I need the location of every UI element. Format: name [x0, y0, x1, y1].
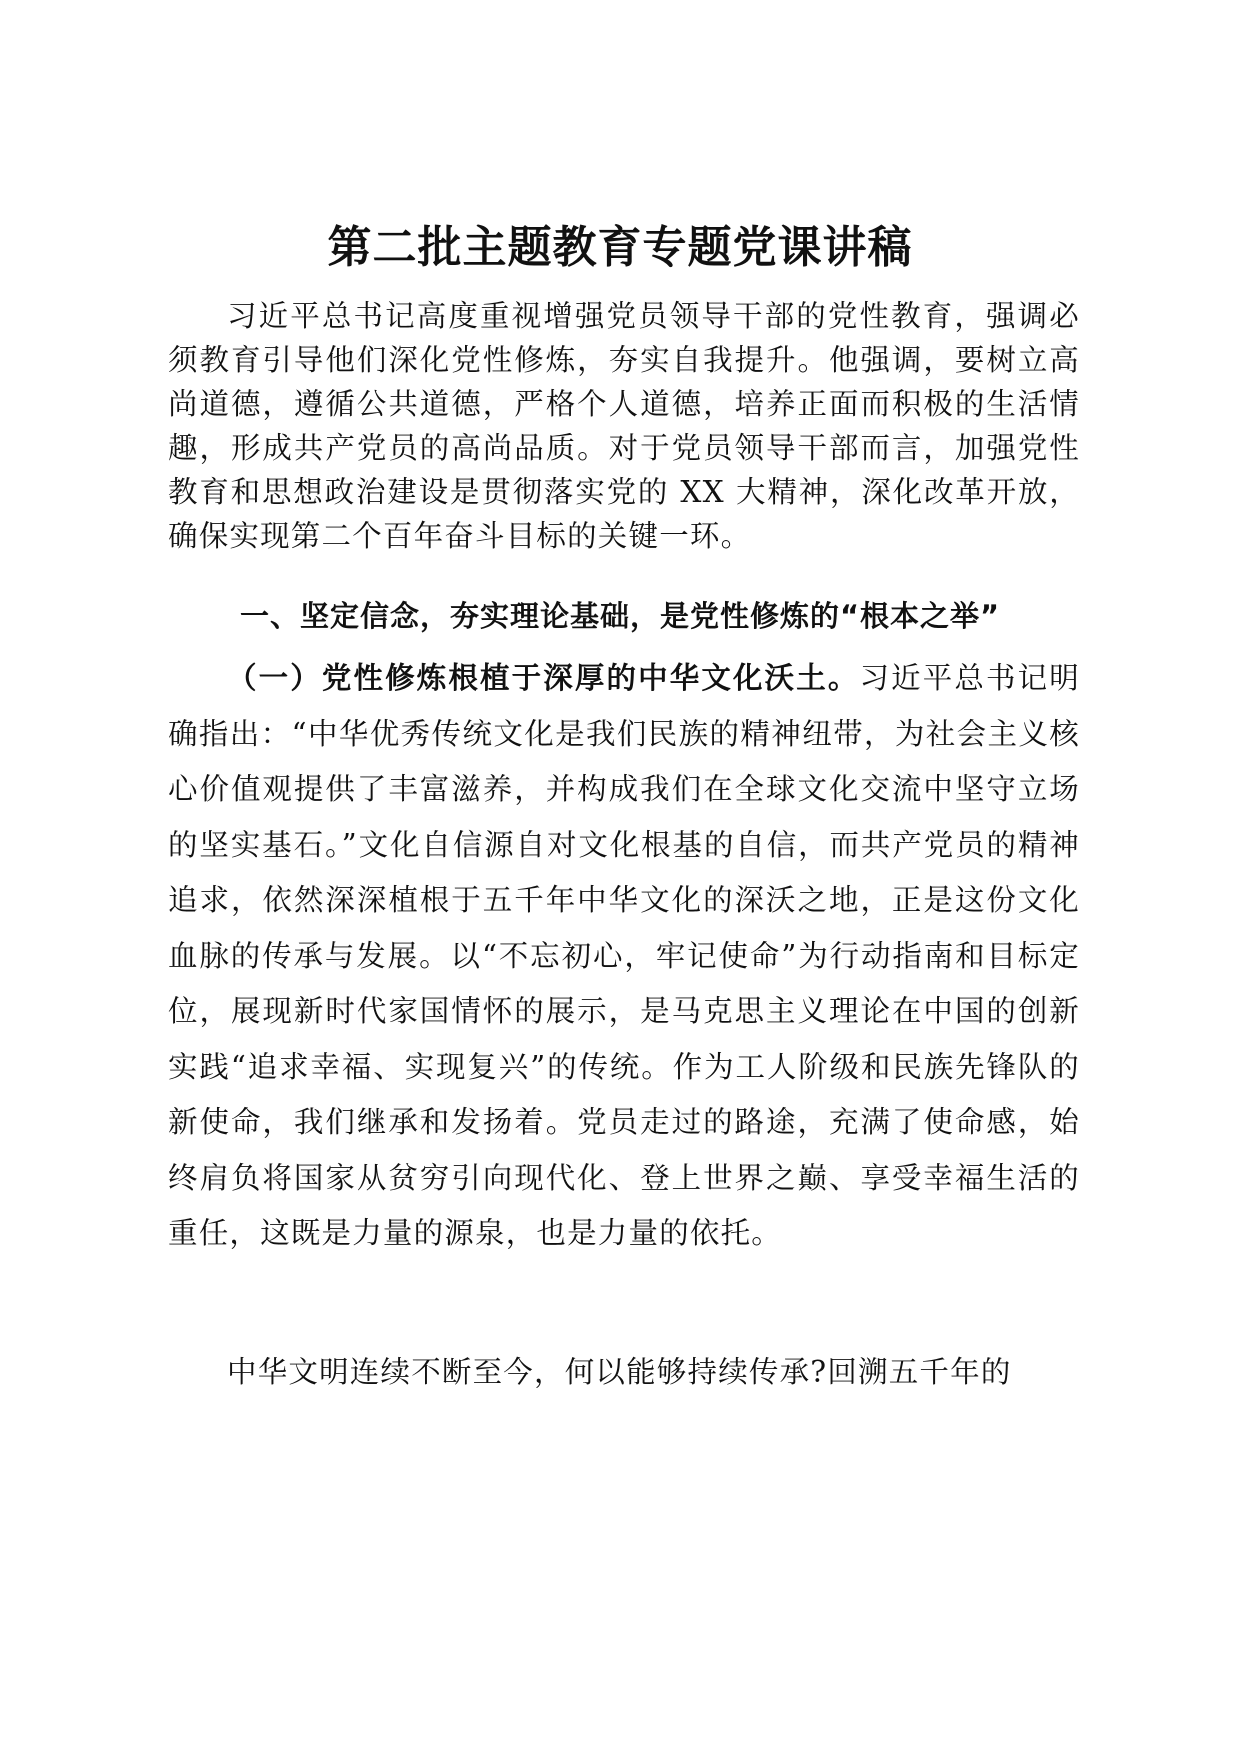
subsection-1-body: 习近平总书记明确指出：“中华优秀传统文化是我们民族的精神纽带，为社会主义核心价值观提供了丰富滋养，并构成我们在全球文化交流中坚守立场的坚实基石。”文化自信源自对文化根基的自信，而共产党员的精神追求，依然深深植根于五千年中华文化的深沃之地，正是这份文化血脉的传承与发展。以“不忘初心，牢记使命”为行动指南和目标定位，展现新时代家国情怀的展示，是马克思主义理论在中国的创新实践“追求幸福、实现复兴”的传统。作为工人阶级和民族先锋队的新使命，我们继承和发扬着。党员走过的路途，充满了使命感，始终肩负将国家从贫穷引向现代化、登上世界之巅、享受幸福生活的重任，这既是力量的源泉，也是力量的依托。 — [168, 661, 1080, 1250]
paragraph-3: 中华文明连续不断至今，何以能够持续传承?回溯五千年的 — [227, 1355, 1012, 1389]
subsection-1-paragraph — [168, 650, 1080, 1262]
document-title: 第二批主题教育专题党课讲稿 — [327, 222, 913, 273]
intro-paragraph: 习近平总书记高度重视增强党员领导干部的党性教育，强调必须教育引导他们深化党性修炼，夯实自我提升。他强调，要树立高尚道德，遵循公共道德，严格个人道德，培养正面而积极的生活情趣，形成共产党员的高尚品质。对于党员领导干部而言，加强党性教育和思想政治建设是贯彻落实党的 XX 大精神，深化改革开放，确保实现第二个百年奋斗目标的关键一环。 — [168, 299, 1080, 553]
subsection-1-lead: （一）党性修炼根植于深厚的中华文化沃土。 — [227, 660, 860, 695]
section-heading-1: 一、坚定信念，夯实理论基础，是党性修炼的“根本之举” — [240, 599, 1001, 633]
